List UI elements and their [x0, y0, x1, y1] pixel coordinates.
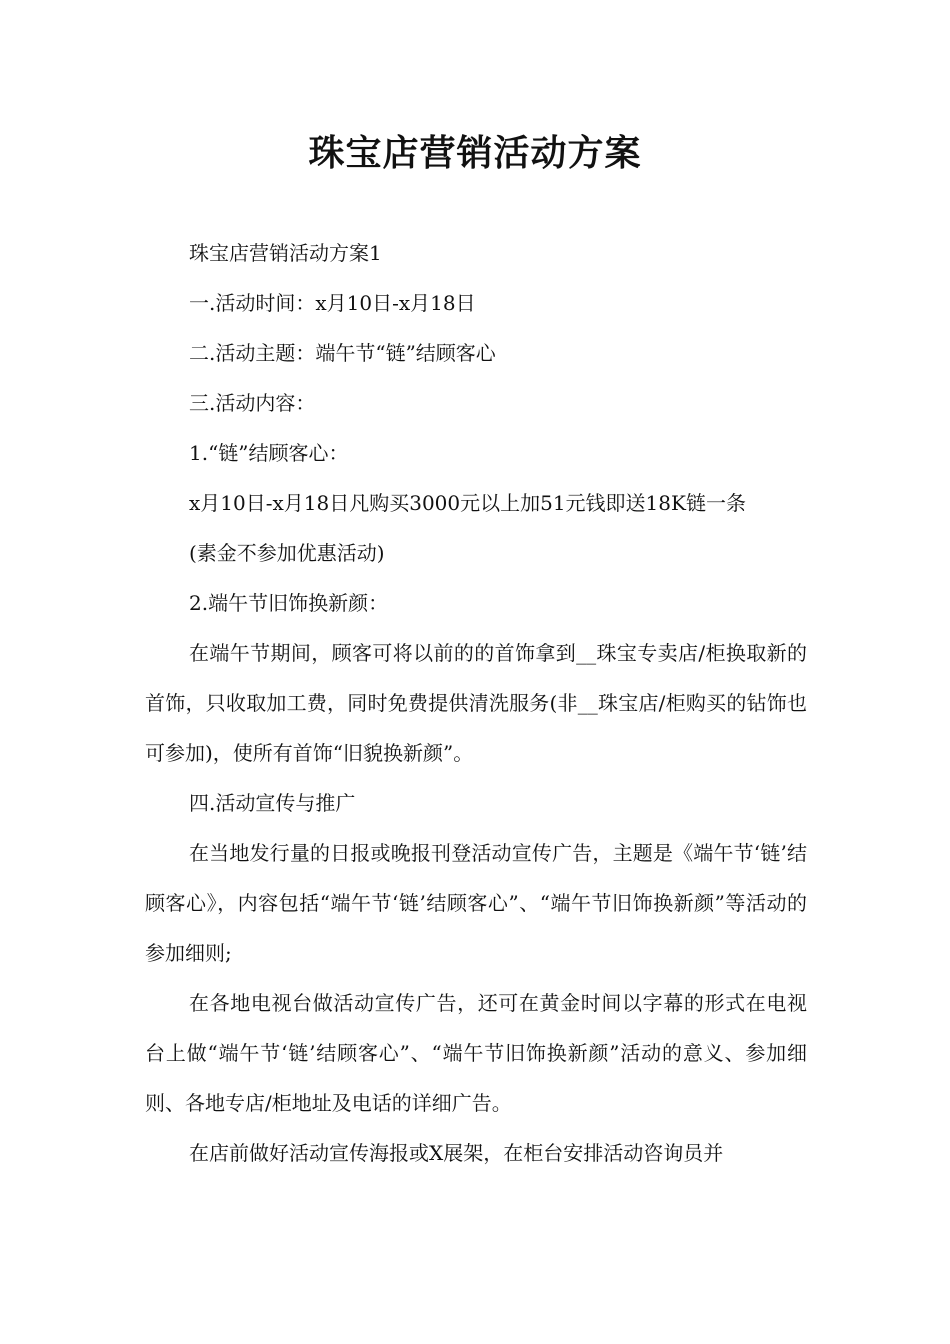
item-2-heading: 2.端午节旧饰换新颜：	[189, 591, 389, 615]
activity-content-heading: 三.活动内容：	[189, 391, 316, 415]
item-1-detail: x月10日-x月18日凡购买3000元以上加51元钱即送18K链一条	[189, 491, 746, 515]
promotion-heading: 四.活动宣传与推广	[189, 791, 356, 815]
document-title: 珠宝店营销活动方案	[308, 132, 642, 174]
item-1-note: (素金不参加优惠活动)	[189, 541, 385, 565]
item-2-detail: 在端午节期间，顾客可将以前的的首饰拿到__珠宝专卖店/柜换取新的首饰，只收取加工费，同时免费提供清洗服务(非__珠宝店/柜购买的钻饰也可参加)，使所有首饰“旧貌换新颜”。	[145, 641, 807, 765]
promotion-tv: 在各地电视台做活动宣传广告，还可在黄金时间以字幕的形式在电视台上做“端午节‘链’结顾客心”、“端午节旧饰换新颜”活动的意义、参加细则、各地专店/柜地址及电话的详细广告。	[145, 991, 807, 1115]
section-heading: 珠宝店营销活动方案1	[189, 241, 382, 265]
promotion-newspaper: 在当地发行量的日报或晚报刊登活动宣传广告，主题是《端午节‘链’结顾客心》，内容包括“端午节‘链’结顾客心”、“端午节旧饰换新颜”等活动的参加细则;	[145, 841, 807, 965]
item-1-heading: 1.“链”结顾客心：	[189, 441, 349, 465]
activity-theme: 二.活动主题：端午节“链”结顾客心	[189, 341, 496, 365]
promotion-store: 在店前做好活动宣传海报或X展架，在柜台安排活动咨询员并	[189, 1141, 724, 1165]
activity-time: 一.活动时间：x月10日-x月18日	[189, 291, 476, 315]
document-body	[145, 228, 807, 1178]
